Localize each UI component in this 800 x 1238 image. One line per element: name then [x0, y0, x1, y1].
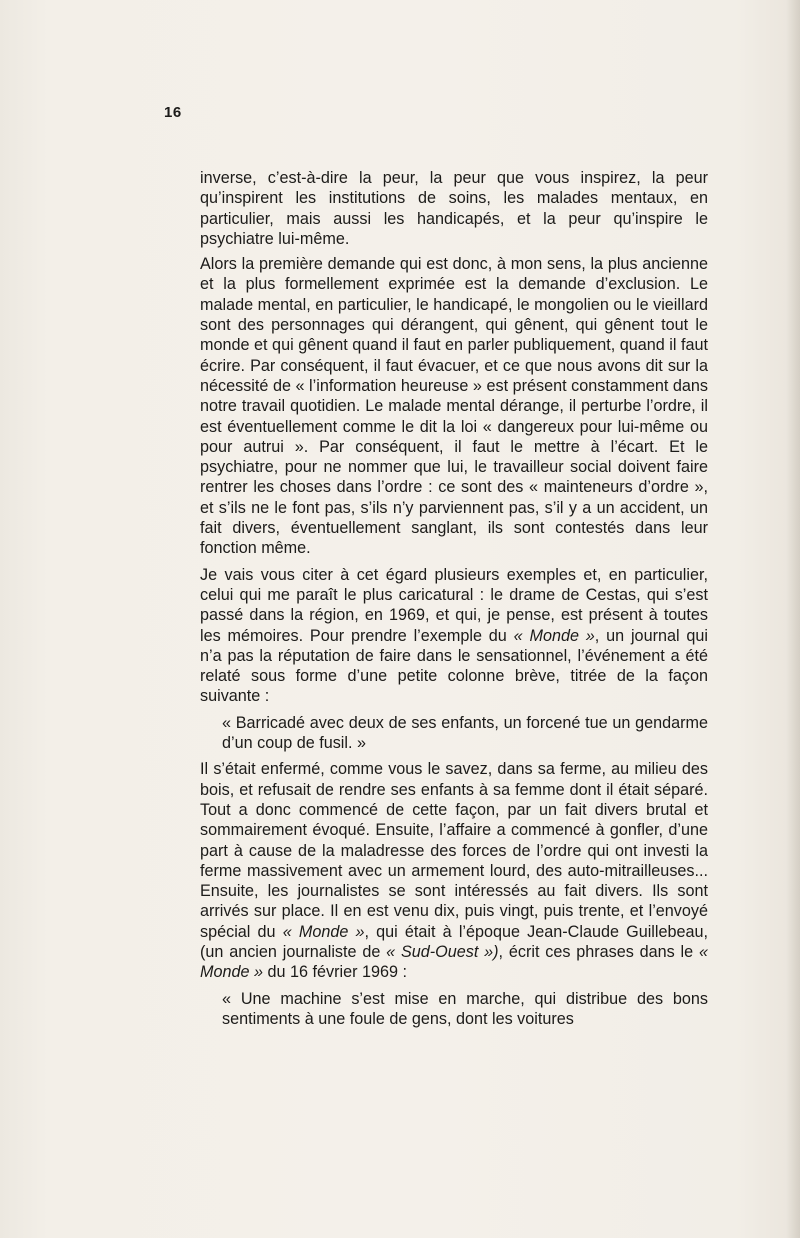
body-text — [200, 168, 708, 1035]
paragraph-4-part-a: Il s’était enfermé, comme vous le savez, dans sa ferme, au milieu des bois, et refusait de rendre ses enfants à sa femme dont il était séparé. Tout a donc commencé de cette façon, par un fait divers brutal et sommairement évoqué. Ensuite, l’affaire a commencé à gonfler, d’une part à cause de la maladresse des forces de l’ordre qui ont investi la ferme massivement avec un armement lourd, des auto-mitrailleuses... Ensuite, les journalistes se sont intéressés au fait divers. Ils sont arrivés sur place. Il en est venu dix, puis vingt, puis trente, et l’envoyé spécial du — [200, 760, 708, 941]
paragraph-4-part-d: du 16 février 1969 : — [263, 963, 407, 982]
paragraph-3 — [200, 565, 708, 707]
paragraph-2: Alors la première demande qui est donc, à mon sens, la plus ancienne et la plus formellement exprimée est la demande d’exclusion. Le malade mental, en particulier, le handicapé, le mongolien ou le vieillard sont des personnages qui dérangent, qui gênent, qui gênent tout le monde et qui gênent quand il faut en parler publiquement, quand il faut écrire. Par conséquent, il faut évacuer, et ce que nous avons dit sur la nécessité de « l’information heureuse » est présent constamment dans notre travail quotidien. Le malade mental dérange, il perturbe l’ordre, il est éventuellement comme le dit la loi « dangereux pour lui-même ou pour autrui ». Par conséquent, il faut le mettre à l’écart. Et le psychiatre, pour ne nommer que lui, le travailleur social doivent faire rentrer les choses dans l’ordre : ce sont des « mainteneurs d’ordre », et s’ils ne le font pas, s’ils n’y parviennent pas, s’il y a un accident, un fait divers, éventuellement sanglant, ils sont contestés dans leur fonction même. — [200, 255, 708, 558]
le-monde-title: « Monde » — [513, 626, 595, 645]
paragraph-3-part-b: , un journal qui n’a pas la réputation de faire dans le sensationnel, l’événement a été relaté sous forme d’une petite colonne brève, titrée de la façon suivante : — [200, 626, 708, 706]
le-monde-title: « Monde » — [200, 942, 708, 982]
le-monde-title: « Monde » — [282, 922, 365, 941]
quote-1: « Barricadé avec deux de ses enfants, un forcené tue un gendarme d’un coup de fusil. » — [222, 713, 708, 753]
page-edge-shadow — [786, 0, 800, 1238]
paragraph-3-part-a: Je vais vous citer à cet égard plusieurs exemples et, en particulier, celui qui me paraît le plus caricatural : le drame de Cestas, qui s’est passé dans la région, en 1969, et qui, je pense, est présent à toutes les mémoires. Pour prendre l’exemple du — [200, 565, 708, 645]
page-number: 16 — [164, 104, 182, 121]
sud-ouest-title: « Sud-Ouest ») — [386, 942, 499, 961]
paragraph-1: inverse, c’est-à-dire la peur, la peur que vous inspirez, la peur qu’inspirent les institutions de soins, les malades mentaux, en particulier, mais aussi les handicapés, et la peur qu’inspire le psychiatre lui-même. — [200, 169, 708, 248]
paragraph-4-part-c: , écrit ces phrases dans le — [498, 942, 699, 961]
paragraph-4-part-b: , qui était à l’époque Jean-Claude Guillebeau, (un ancien journaliste de — [200, 922, 709, 961]
quote-2: « Une machine s’est mise en marche, qui distribue des bons sentiments à une foule de gens, dont les voitures — [222, 989, 708, 1028]
paragraph-4 — [200, 759, 708, 982]
